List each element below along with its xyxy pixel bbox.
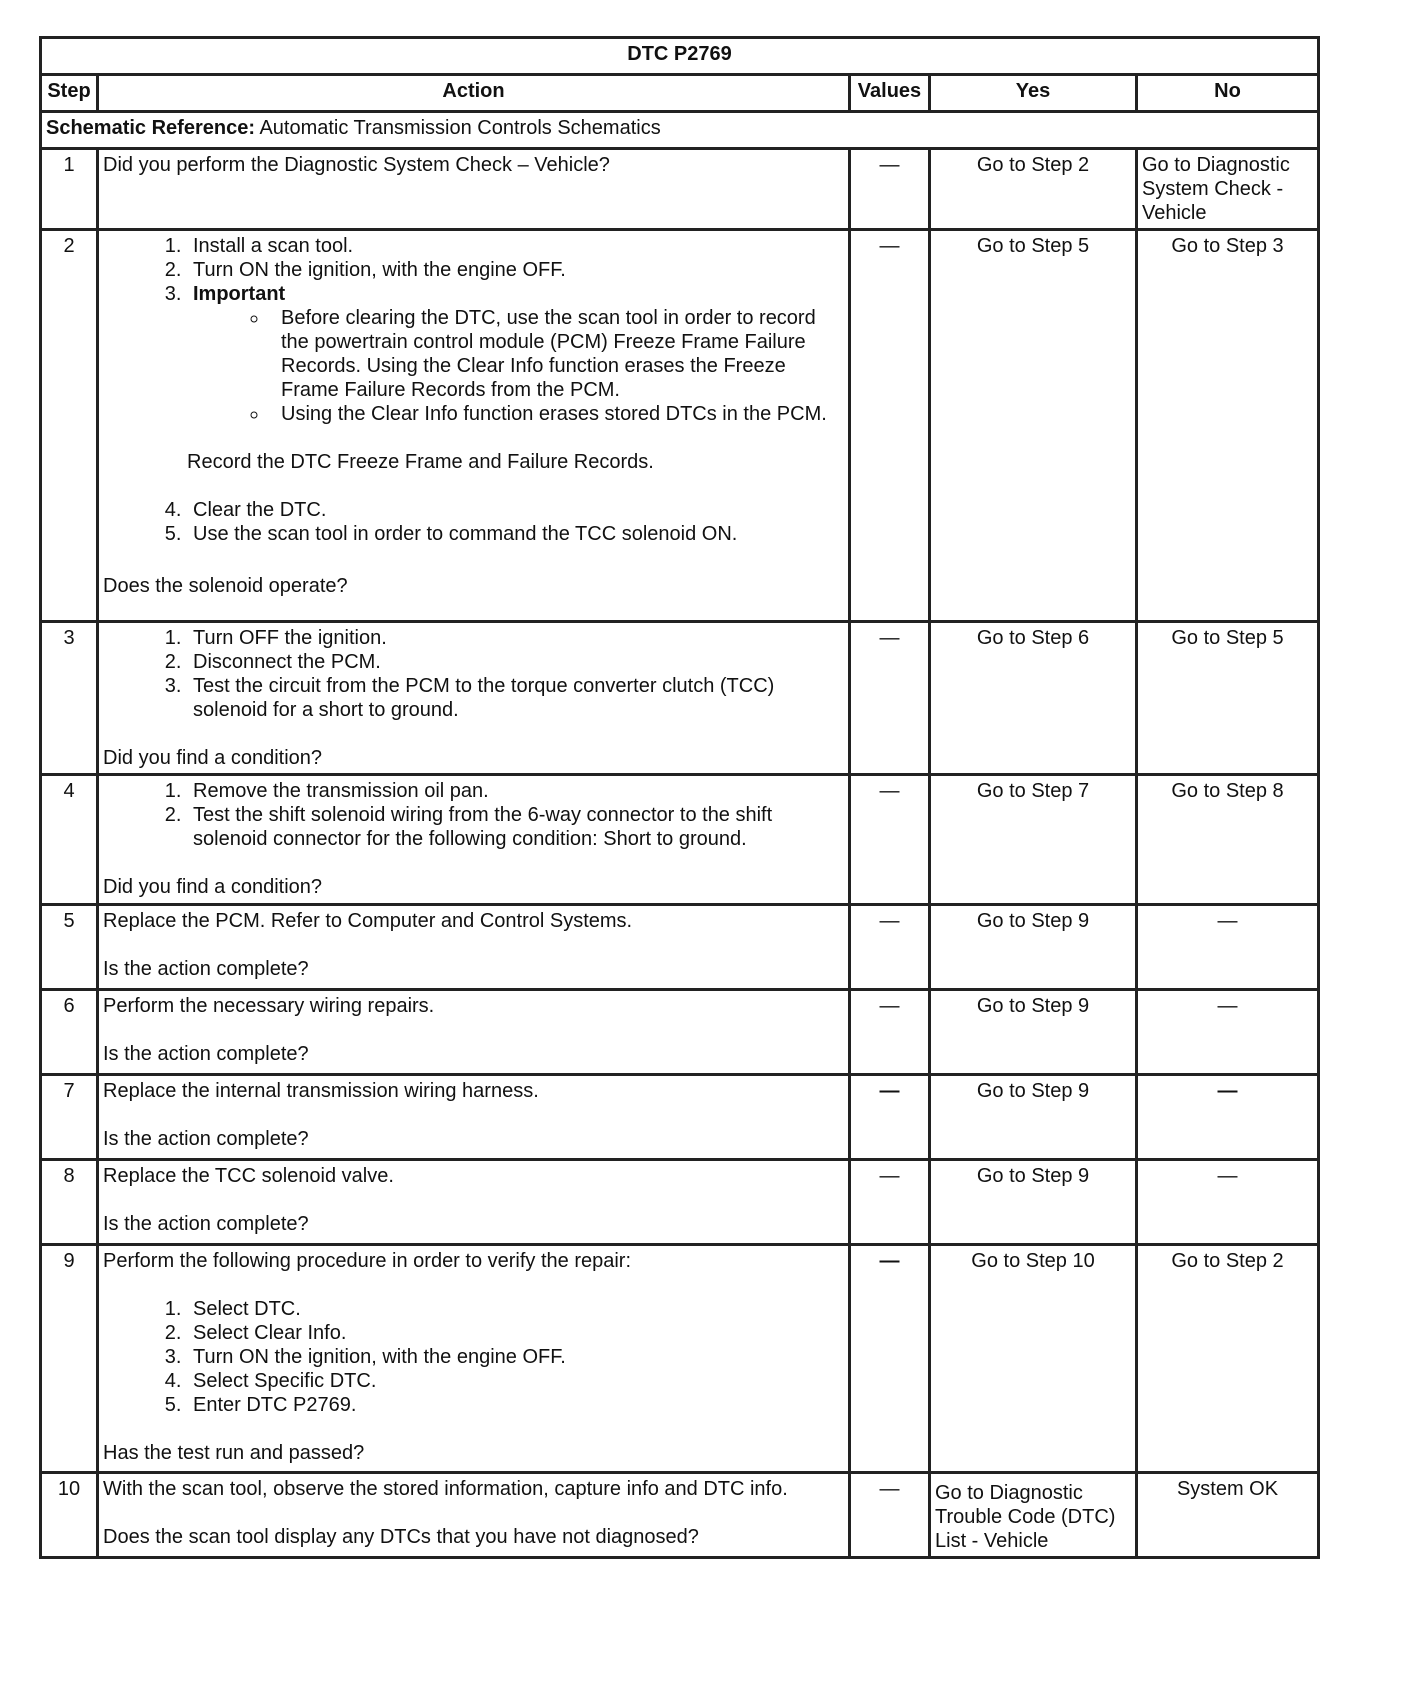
value-dash: —: [850, 230, 930, 622]
action-list: [103, 1297, 844, 1417]
action-list: [103, 779, 844, 851]
schematic-label: Schematic Reference:: [46, 117, 255, 139]
step-number: 4: [41, 775, 98, 905]
yes-cell: Go to Step 10: [930, 1245, 1137, 1473]
no-cell: Go to Step 2: [1137, 1245, 1319, 1473]
no-cell: System OK: [1137, 1473, 1319, 1558]
action-question: Has the test run and passed?: [103, 1442, 365, 1464]
schematic-row: [41, 112, 1319, 149]
action-question: Did you find a condition?: [103, 876, 323, 898]
no-cell: —: [1137, 905, 1319, 990]
action-cell: [98, 230, 850, 622]
action-cell: [98, 905, 850, 990]
step-number: 2: [41, 230, 98, 622]
header-values: Values: [850, 75, 930, 112]
yes-cell: Go to Diagnostic Trouble Code (DTC) List - Vehicle: [930, 1473, 1137, 1558]
action-question: Did you find a condition?: [103, 747, 323, 769]
no-cell: —: [1137, 1160, 1319, 1245]
step-number: 9: [41, 1245, 98, 1473]
list-item: 3. Turn ON the ignition, with the engine OFF.: [187, 1345, 844, 1369]
action-question: Does the scan tool display any DTCs that you have not diagnosed?: [103, 1526, 699, 1548]
yes-cell: Go to Step 5: [930, 230, 1137, 622]
action-cell: [98, 1473, 850, 1558]
list-item: 1. Install a scan tool.: [187, 234, 844, 258]
header-yes: Yes: [930, 75, 1137, 112]
table-row: [41, 1473, 1319, 1558]
table-row: [41, 1245, 1319, 1473]
list-item: 1. Remove the transmission oil pan.: [187, 779, 844, 803]
step-number: 3: [41, 622, 98, 775]
action-note: Record the DTC Freeze Frame and Failure Records.: [187, 451, 654, 473]
table-row: [41, 1160, 1319, 1245]
important-label: Important: [193, 283, 286, 305]
step-number: 5: [41, 905, 98, 990]
list-item: [187, 282, 844, 426]
list-item: 5. Use the scan tool in order to command the TCC solenoid ON.: [187, 522, 844, 546]
step-number: 6: [41, 990, 98, 1075]
step-number: 10: [41, 1473, 98, 1558]
no-cell: Go to Step 3: [1137, 230, 1319, 622]
list-item: 2. Test the shift solenoid wiring from the 6-way connector to the shift solenoid connector for the following condition: Short to ground.: [187, 803, 844, 851]
value-dash: —: [850, 1473, 930, 1558]
step-number: 7: [41, 1075, 98, 1160]
header-action: Action: [98, 75, 850, 112]
list-item: 2. Disconnect the PCM.: [187, 650, 844, 674]
table-row: [41, 230, 1319, 622]
yes-cell: Go to Step 2: [930, 149, 1137, 230]
value-dash: —: [850, 775, 930, 905]
header-row: [41, 75, 1319, 112]
value-dash: —: [850, 1160, 930, 1245]
action-cell: [98, 1075, 850, 1160]
list-item: 2. Select Clear Info.: [187, 1321, 844, 1345]
no-cell: Go to Step 5: [1137, 622, 1319, 775]
action-cell: [98, 1160, 850, 1245]
action-list: [103, 234, 844, 426]
table-row: [41, 905, 1319, 990]
action-text: Replace the PCM. Refer to Computer and Control Systems.: [103, 910, 633, 932]
yes-cell: Go to Step 6: [930, 622, 1137, 775]
action-question: Is the action complete?: [103, 1213, 309, 1235]
action-question: Does the solenoid operate?: [103, 575, 348, 597]
action-cell: [98, 1245, 850, 1473]
value-dash: —: [850, 1245, 930, 1473]
action-text: Did you perform the Diagnostic System Check – Vehicle?: [98, 149, 850, 230]
no-cell: Go to Diagnostic System Check - Vehicle: [1137, 149, 1319, 230]
table-row: [41, 1075, 1319, 1160]
list-item: 4. Select Specific DTC.: [187, 1369, 844, 1393]
step-number: 1: [41, 149, 98, 230]
table-row: [41, 990, 1319, 1075]
value-dash: —: [850, 622, 930, 775]
list-item: 1. Select DTC.: [187, 1297, 844, 1321]
action-question: Is the action complete?: [103, 958, 309, 980]
schematic-text: Automatic Transmission Controls Schematics: [259, 117, 661, 139]
schematic-reference: [41, 112, 1319, 149]
table-title: DTC P2769: [41, 38, 1319, 75]
sub-list: [193, 306, 844, 426]
step-number: 8: [41, 1160, 98, 1245]
action-list: [103, 626, 844, 722]
list-item: 5. Enter DTC P2769.: [187, 1393, 844, 1417]
list-item: ◦ Using the Clear Info function erases stored DTCs in the PCM.: [269, 402, 844, 426]
dtc-table: [39, 36, 1320, 1559]
value-dash: —: [850, 1075, 930, 1160]
yes-cell: Go to Step 9: [930, 1160, 1137, 1245]
action-cell: [98, 775, 850, 905]
no-cell: —: [1137, 1075, 1319, 1160]
header-step: Step: [41, 75, 98, 112]
yes-cell: Go to Step 9: [930, 990, 1137, 1075]
yes-cell: Go to Step 9: [930, 1075, 1137, 1160]
action-cell: [98, 990, 850, 1075]
action-text: Perform the necessary wiring repairs.: [103, 995, 435, 1017]
action-text: Replace the TCC solenoid valve.: [103, 1165, 394, 1187]
list-item: ◦ Before clearing the DTC, use the scan tool in order to record the powertrain control module (PCM) Freeze Frame Failure Records. Using the Clear Info function erases the Freeze Frame Failure Records from the PCM.: [269, 306, 844, 402]
list-item: 1. Turn OFF the ignition.: [187, 626, 844, 650]
yes-cell: Go to Step 9: [930, 905, 1137, 990]
action-question: Is the action complete?: [103, 1043, 309, 1065]
table-row: [41, 149, 1319, 230]
action-text: With the scan tool, observe the stored information, capture info and DTC info.: [103, 1478, 788, 1500]
list-item: 4. Clear the DTC.: [187, 498, 844, 522]
yes-cell: Go to Step 7: [930, 775, 1137, 905]
action-list: [103, 498, 844, 546]
action-cell: [98, 622, 850, 775]
list-item: 2. Turn ON the ignition, with the engine OFF.: [187, 258, 844, 282]
value-dash: —: [850, 149, 930, 230]
action-question: Is the action complete?: [103, 1128, 309, 1150]
title-row: [41, 38, 1319, 75]
header-no: No: [1137, 75, 1319, 112]
list-item: 3. Test the circuit from the PCM to the torque converter clutch (TCC) solenoid for a short to ground.: [187, 674, 844, 722]
table-row: [41, 775, 1319, 905]
value-dash: —: [850, 905, 930, 990]
value-dash: —: [850, 990, 930, 1075]
table-row: [41, 622, 1319, 775]
no-cell: Go to Step 8: [1137, 775, 1319, 905]
no-cell: —: [1137, 990, 1319, 1075]
action-text: Replace the internal transmission wiring harness.: [103, 1080, 539, 1102]
action-text: Perform the following procedure in order to verify the repair:: [103, 1250, 632, 1272]
